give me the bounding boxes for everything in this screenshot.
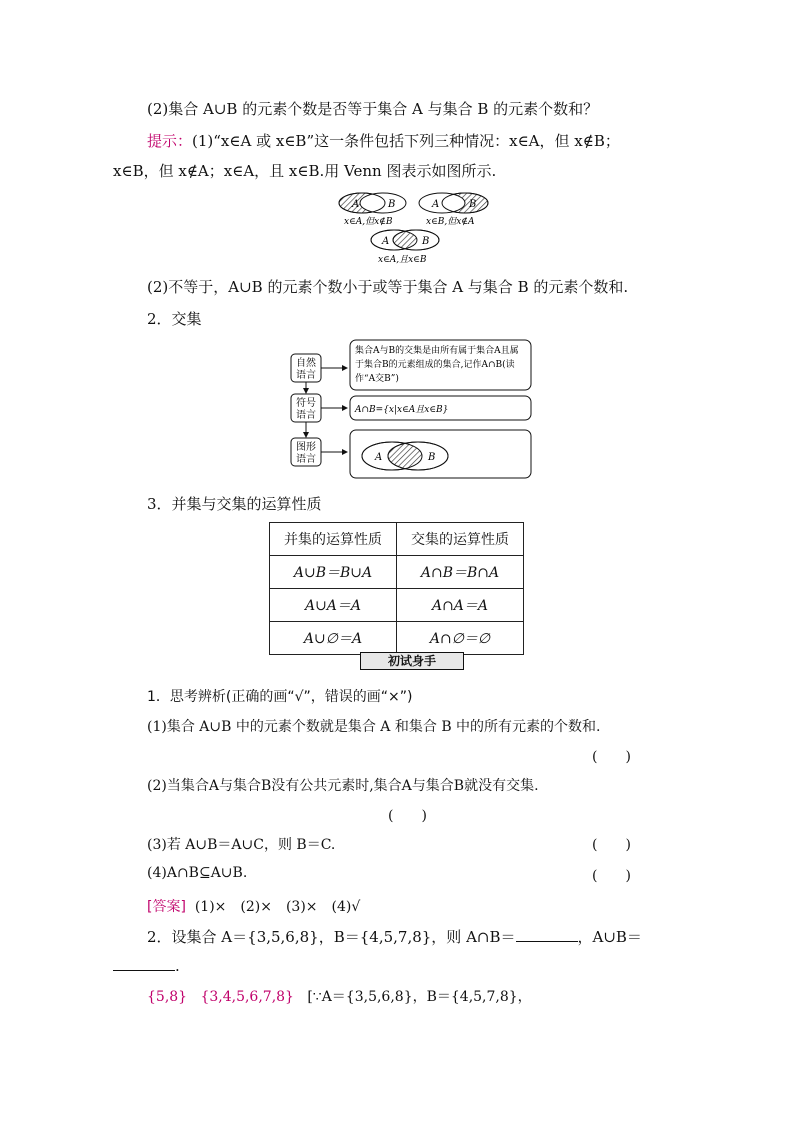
table-header-intersection: 交集的运算性质 xyxy=(397,523,524,556)
exercise-1-item-1: (1)集合 A∪B 中的元素个数就是集合 A 和集合 B 中的所有元素的个数和. xyxy=(147,719,601,735)
question-2: (2)集合 A∪B 的元素个数是否等于集合 A 与集合 B 的元素个数和？ xyxy=(147,100,599,118)
table-cell: A∪B＝B∪A xyxy=(270,556,397,589)
exercise-2-text-a: 2．设集合 A＝{3,5,6,8}，B＝{4,5,7,8}，则 A∩B＝ xyxy=(147,928,516,946)
venn-diagrams xyxy=(330,188,500,268)
solution-answer-2: {3,4,5,6,7,8} xyxy=(200,989,294,1005)
exercise-2-line-2 xyxy=(113,956,180,975)
exercise-2-text-b: ，A∪B＝ xyxy=(577,928,642,946)
exercise-2-end: . xyxy=(175,957,180,975)
label-symbol-1: 符号 xyxy=(296,398,316,409)
exercise-1-title: 1．思考辨析(正确的画“√”，错误的画“×”) xyxy=(147,689,413,705)
solution-line xyxy=(147,986,532,1006)
table-row xyxy=(270,556,524,589)
answer-paren: ( ) xyxy=(592,749,631,765)
graph-label-a: A xyxy=(375,452,383,463)
exercise-1-item-3: (3)若 A∪B＝A∪C，则 B＝C. xyxy=(147,837,336,853)
operation-properties-table xyxy=(269,522,524,655)
answer-paren: ( ) xyxy=(388,808,427,824)
table-cell: A∪∅＝A xyxy=(270,622,397,655)
solution-explanation: [∵A＝{3,5,6,8}，B＝{4,5,7,8}， xyxy=(307,989,532,1005)
label-graph-1: 图形 xyxy=(296,442,316,453)
venn-2-label-a: A xyxy=(432,199,440,210)
answer-blank-2[interactable] xyxy=(113,956,175,971)
table-header-row xyxy=(270,523,524,556)
table-cell: A∩A＝A xyxy=(397,589,524,622)
label-natural-1: 自然 xyxy=(296,358,316,369)
natural-definition-line-3: 作“A交B”) xyxy=(355,374,399,384)
answer-paren: ( ) xyxy=(592,837,631,853)
venn-3-label-a: A xyxy=(382,236,390,247)
venn-1-set-b xyxy=(360,193,406,213)
exercise-2 xyxy=(147,926,642,947)
table-cell: A∪A＝A xyxy=(270,589,397,622)
natural-definition-line-1: 集合A与B的交集是由所有属于集合A且属 xyxy=(355,346,519,356)
venn-3-caption: x∈A,且x∈B xyxy=(378,255,427,265)
section-3-title: 3．并集与交集的运算性质 xyxy=(147,495,322,513)
table-header-union: 并集的运算性质 xyxy=(270,523,397,556)
answer-blank-1[interactable] xyxy=(516,927,578,942)
answer-label: [答案] xyxy=(147,899,186,915)
label-symbol-2: 语言 xyxy=(296,410,316,421)
symbol-definition: A∩B={x|x∈A且x∈B} xyxy=(355,405,449,415)
table-row xyxy=(270,589,524,622)
answer-paren: ( ) xyxy=(592,868,631,884)
venn-1-label-a: A xyxy=(352,199,360,210)
banner-title: 初试身手 xyxy=(387,654,436,668)
answer-line xyxy=(147,896,360,916)
table-cell: A∩∅＝∅ xyxy=(397,622,524,655)
venn-2-caption: x∈B,但x∉A xyxy=(426,217,475,227)
graph-label-b: B xyxy=(428,452,436,463)
venn-2-label-b: B xyxy=(469,199,477,210)
solution-answer-1: {5,8} xyxy=(147,989,188,1005)
label-natural-2: 语言 xyxy=(296,370,316,381)
venn-1-label-b: B xyxy=(388,199,396,210)
section-2-title: 2．交集 xyxy=(147,310,202,328)
exercise-1-item-4: (4)A∩B⊆A∪B. xyxy=(147,865,248,881)
answer-2: (2)不等于，A∪B 的元素个数小于或等于集合 A 与集合 B 的元素个数和. xyxy=(147,278,629,296)
table-row xyxy=(270,622,524,655)
hint-line-2: x∈B，但 x∉A；x∈A，且 x∈B.用 Venn 图表示如图所示. xyxy=(113,162,497,180)
natural-definition-line-2: 于集合B的元素组成的集合,记作A∩B(读 xyxy=(355,360,515,370)
answer-text: (1)× (2)× (3)× (4)√ xyxy=(194,899,361,915)
exercise-1-item-2: (2)当集合A与集合B没有公共元素时,集合A与集合B就没有交集. xyxy=(147,778,539,794)
intersection-concept-diagram xyxy=(285,336,535,482)
venn-1-caption: x∈A,但x∉B xyxy=(344,217,393,227)
hint-line-1 xyxy=(147,130,620,151)
hint-label: 提示： xyxy=(147,132,193,150)
venn-3-label-b: B xyxy=(422,236,430,247)
table-cell: A∩B＝B∩A xyxy=(397,556,524,589)
label-graph-2: 语言 xyxy=(296,454,316,465)
hint-text-1: (1)“x∈A 或 x∈B”这一条件包括下列三种情况：x∈A，但 x∉B； xyxy=(192,132,620,150)
section-banner xyxy=(360,652,464,670)
